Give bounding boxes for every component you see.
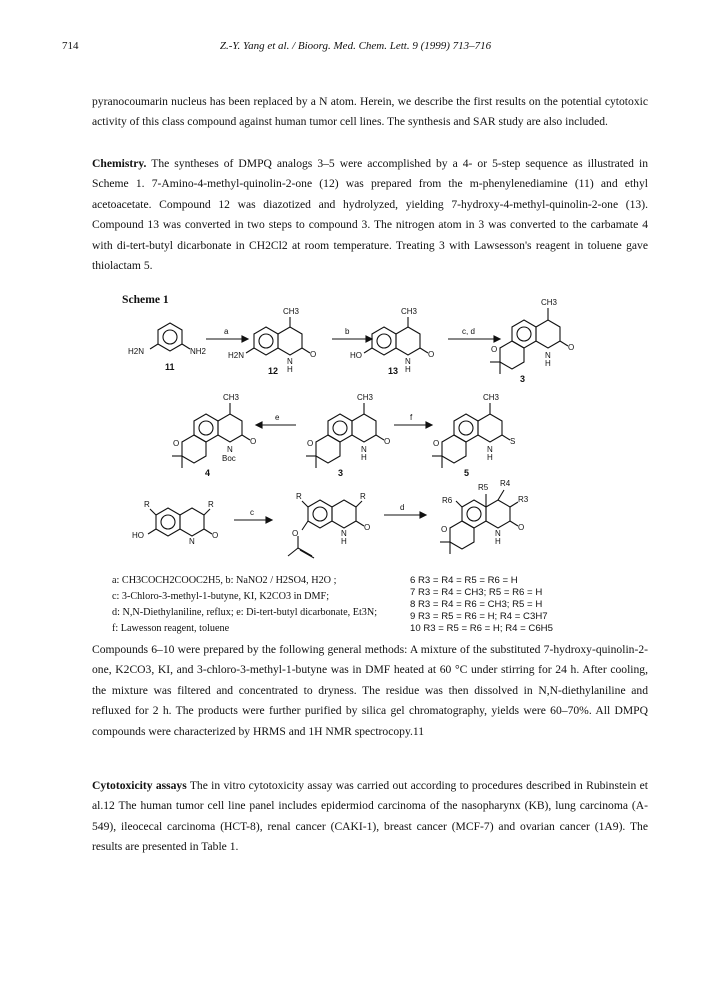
step-f-label: f xyxy=(410,413,413,422)
h-label: H xyxy=(487,453,493,462)
r-label: R xyxy=(360,492,366,501)
step-cd-label: c, d xyxy=(462,327,475,336)
reagent-line: f: Lawesson reagent, toluene xyxy=(112,623,230,634)
s-label: S xyxy=(510,437,516,446)
compound-number: 3 xyxy=(338,468,344,478)
step-e-label: e xyxy=(275,413,280,422)
n-label: N xyxy=(405,357,411,366)
intro-paragraph: pyranocoumarin nucleus has been replaced by a N atom. Herein, we describe the first results on the potential cytotoxic activity of this class compound against human tumor cell lines. The synthesis and SAR study are also included. xyxy=(92,95,648,129)
h-label: H xyxy=(361,453,367,462)
ch3-label: CH3 xyxy=(357,393,374,402)
ch3-label: CH3 xyxy=(283,307,300,316)
compound-number: 11 xyxy=(165,362,175,372)
n-label: N xyxy=(545,351,551,360)
substituent-line: 7 R3 = R4 = CH3; R5 = R6 = H xyxy=(410,587,543,598)
substituent-line: 9 R3 = R5 = R6 = H; R4 = C3H7 xyxy=(410,611,548,622)
h-label: H xyxy=(545,359,551,368)
substituent-line: 8 R3 = R4 = R6 = CH3; R5 = H xyxy=(410,599,543,610)
n-label: N xyxy=(287,357,293,366)
r-label: R xyxy=(296,492,302,501)
compound-number: 13 xyxy=(388,366,399,376)
hydroxyquinolinone-structure xyxy=(132,500,218,546)
chemistry-text: The syntheses of DMPQ analogs 3–5 were accomplished by a 4- or 5-step sequence as illustrated in Scheme 1. 7-Amino-4-methyl-quinolin-2-one (12) was prepared from the m-phenylenediamine (11) and ethyl acetoacetate. Compound 12 was diazotized and hydrolyzed, yielding 7-hydroxy-4-methyl-quinolin-2-one (13). Compound 13 was converted in two steps to compound 3. The nitrogen atom in 3 was converted to the carbamate 4 with di-tert-butyl dicarbonate in CH2Cl2 at room temperature. Treating 3 with Lawsesson's reagent in toluene gave thiolactam 5. xyxy=(92,157,648,273)
n-label: N xyxy=(227,445,233,454)
propargyl-ether-structure xyxy=(288,492,370,558)
n-label: N xyxy=(189,537,195,546)
o-label: O xyxy=(250,437,257,446)
boc-label: Boc xyxy=(222,454,236,463)
reagent-line: c: 3-Chloro-3-methyl-1-butyne, KI, K2CO3 in DMF; xyxy=(112,591,330,602)
r3-label: R3 xyxy=(518,495,529,504)
h2n-label: H2N xyxy=(228,351,245,360)
ch3-label: CH3 xyxy=(541,298,558,307)
o-label: O xyxy=(441,525,448,534)
o-label: O xyxy=(433,439,440,448)
reagent-line: d: N,N-Diethylaniline, reflux; e: Di-tert-butyl dicarbonate, Et3N; xyxy=(112,607,378,618)
cytotoxicity-heading: Cytotoxicity assays xyxy=(92,779,187,792)
ho-label: HO xyxy=(350,351,362,360)
nh2-label: NH2 xyxy=(190,347,207,356)
n-label: N xyxy=(361,445,367,454)
o-label: O xyxy=(518,523,525,532)
compound-3-structure xyxy=(306,393,390,478)
compound-11-structure xyxy=(128,323,207,372)
o-label: O xyxy=(173,439,180,448)
compound-5-structure xyxy=(432,393,515,478)
r4-label: R4 xyxy=(500,479,511,488)
o-label: O xyxy=(384,437,391,446)
substituent-line: 10 R3 = R5 = R6 = H; R4 = C6H5 xyxy=(410,623,553,634)
r6-label: R6 xyxy=(442,496,453,505)
compound-12-structure xyxy=(228,307,316,376)
o-label: O xyxy=(212,531,219,540)
compound-number: 4 xyxy=(205,468,211,478)
h-label: H xyxy=(287,365,293,374)
chemistry-heading: Chemistry. xyxy=(92,157,147,170)
h-label: H xyxy=(495,537,501,546)
methods-paragraph: Compounds 6–10 were prepared by the following general methods: A mixture of the substituted 7-hydroxy-quinolin-2-one, K2CO3, KI, and 3-chloro-3-methyl-1-butyne was in DMF heated at 60 °C under stirring for 24 h. After cooling, the mixture was filtered and concentrated to dryness. The residue was then dissolved in N,N-diethylaniline and refluxed for 2 h. The products were further purified by silica gel chromatography, yields were 60–70%. All DMPQ compounds were characterized by HRMS and 1H NMR spectrocopy.11 xyxy=(92,643,648,738)
r-label: R xyxy=(144,500,150,509)
step-b-label: b xyxy=(345,327,350,336)
h-label: H xyxy=(341,537,347,546)
h2n-label: H2N xyxy=(128,347,145,356)
r-label: R xyxy=(208,500,214,509)
r5-label: R5 xyxy=(478,483,489,492)
step-c-label: c xyxy=(250,508,254,517)
compound-number: 12 xyxy=(268,366,279,376)
page-number: 714 xyxy=(62,40,79,52)
o-label: O xyxy=(292,529,299,538)
h-label: H xyxy=(405,365,411,374)
n-label: N xyxy=(341,529,347,538)
o-label: O xyxy=(491,345,498,354)
substituent-line: 6 R3 = R4 = R5 = R6 = H xyxy=(410,575,518,586)
ch3-label: CH3 xyxy=(401,307,418,316)
ch3-label: CH3 xyxy=(223,393,240,402)
running-head: Z.-Y. Yang et al. / Bioorg. Med. Chem. Lett. 9 (1999) 713–716 xyxy=(219,40,492,52)
n-label: N xyxy=(495,529,501,538)
scheme-label: Scheme 1 xyxy=(122,293,169,306)
o-label: O xyxy=(568,343,575,352)
o-label: O xyxy=(310,350,317,359)
compound-number: 5 xyxy=(464,468,470,478)
step-d-label: d xyxy=(400,503,405,512)
step-a-label: a xyxy=(224,327,229,336)
o-label: O xyxy=(428,350,435,359)
compound-13-structure xyxy=(350,307,434,376)
cytotoxicity-paragraph xyxy=(92,776,648,858)
n-label: N xyxy=(487,445,493,454)
compound-4-structure xyxy=(172,393,256,478)
cytotoxicity-text: The in vitro cytotoxicity assay was carried out according to procedures described in Rubinstein et al.12 The human tumor cell line panel includes epidermiod carcinoma of the nasopharynx (KB), lung carcinoma (A-549), ileocecal carcinoma (HCT-8), renal cancer (CAKI-1), breast cancer (MCF-7) and ovarian cancer (1A9). The results are presented in Table 1. xyxy=(92,779,648,854)
ch3-label: CH3 xyxy=(483,393,500,402)
ho-label: HO xyxy=(132,531,144,540)
reagent-line: a: CH3COCH2COOC2H5, b: NaNO2 / H2SO4, H2O ; xyxy=(112,575,337,586)
compound-3-structure xyxy=(490,298,574,384)
o-label: O xyxy=(307,439,314,448)
o-label: O xyxy=(364,523,371,532)
pyranoquinolinone-structure xyxy=(440,479,529,554)
compound-number: 3 xyxy=(520,374,526,384)
